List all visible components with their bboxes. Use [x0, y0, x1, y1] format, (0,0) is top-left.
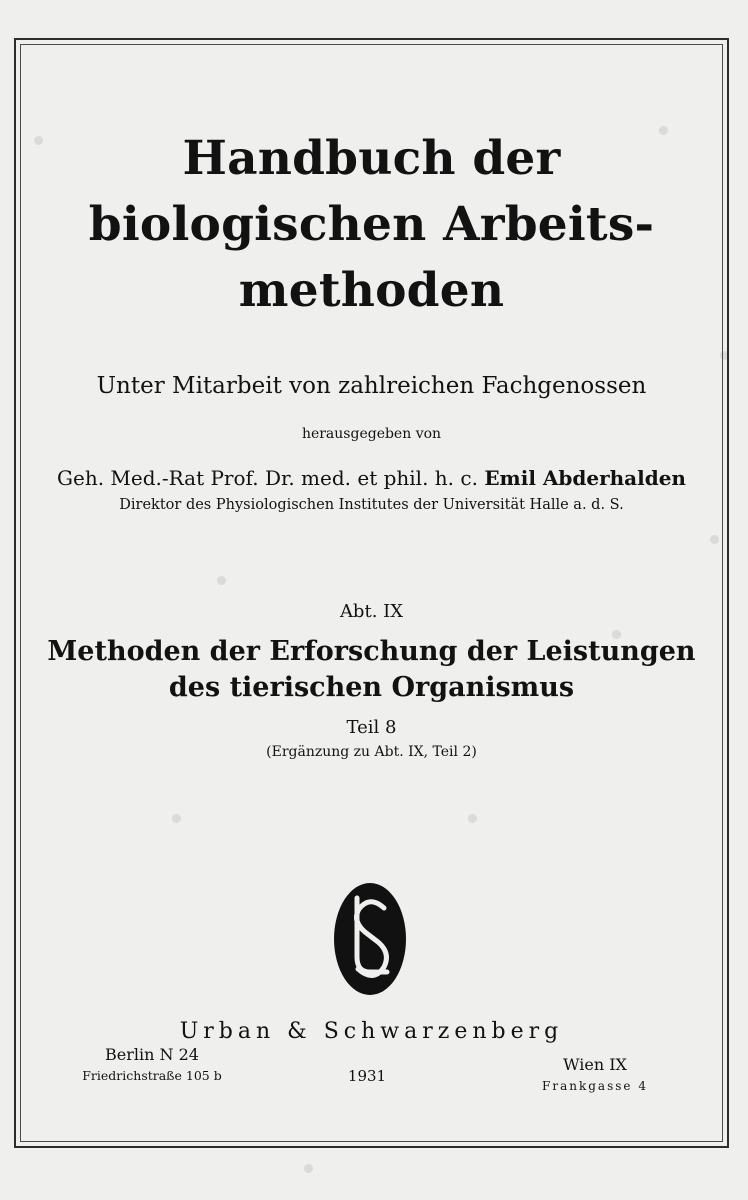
editor-note: herausgegeben von: [301, 426, 442, 442]
book-title-line-2: biologischen Arbeits-: [88, 197, 655, 252]
section-title-line-2: des tierischen Organismus: [168, 672, 575, 703]
publisher-right-city: Wien IX: [563, 1055, 627, 1074]
part-note: (Ergänzung zu Abt. IX, Teil 2): [266, 744, 477, 760]
part-label: Teil 8: [346, 717, 397, 738]
publisher-left-street: Friedrichstraße 105 b: [82, 1068, 222, 1083]
book-title: [20, 126, 723, 324]
section-label: Abt. IX: [339, 601, 404, 622]
publisher-left-city: Berlin N 24: [105, 1045, 199, 1064]
subtitle: Unter Mitarbeit von zahlreichen Fachgenossen: [96, 373, 647, 399]
section-title: [20, 634, 723, 706]
editor-affiliation: Direktor des Physiologischen Institutes der Universität Halle a. d. S.: [119, 497, 624, 513]
book-title-line-1: Handbuch der: [182, 131, 561, 186]
publisher-monogram-icon: [332, 880, 408, 998]
publisher-right-street: Frankgasse 4: [542, 1079, 648, 1093]
editor-prefix: Geh. Med.-Rat Prof. Dr. med. et phil. h. c.: [57, 466, 478, 490]
publication-year: 1931: [347, 1067, 387, 1085]
editor-line: [20, 465, 723, 491]
paper-speck: [304, 1164, 313, 1173]
section-title-line-1: Methoden der Erforschung der Leistungen: [47, 636, 696, 667]
editor-name: Emil Abderhalden: [484, 466, 686, 490]
publisher-name: Urban & Schwarzenberg: [179, 1019, 564, 1044]
book-title-line-3: methoden: [238, 263, 505, 318]
